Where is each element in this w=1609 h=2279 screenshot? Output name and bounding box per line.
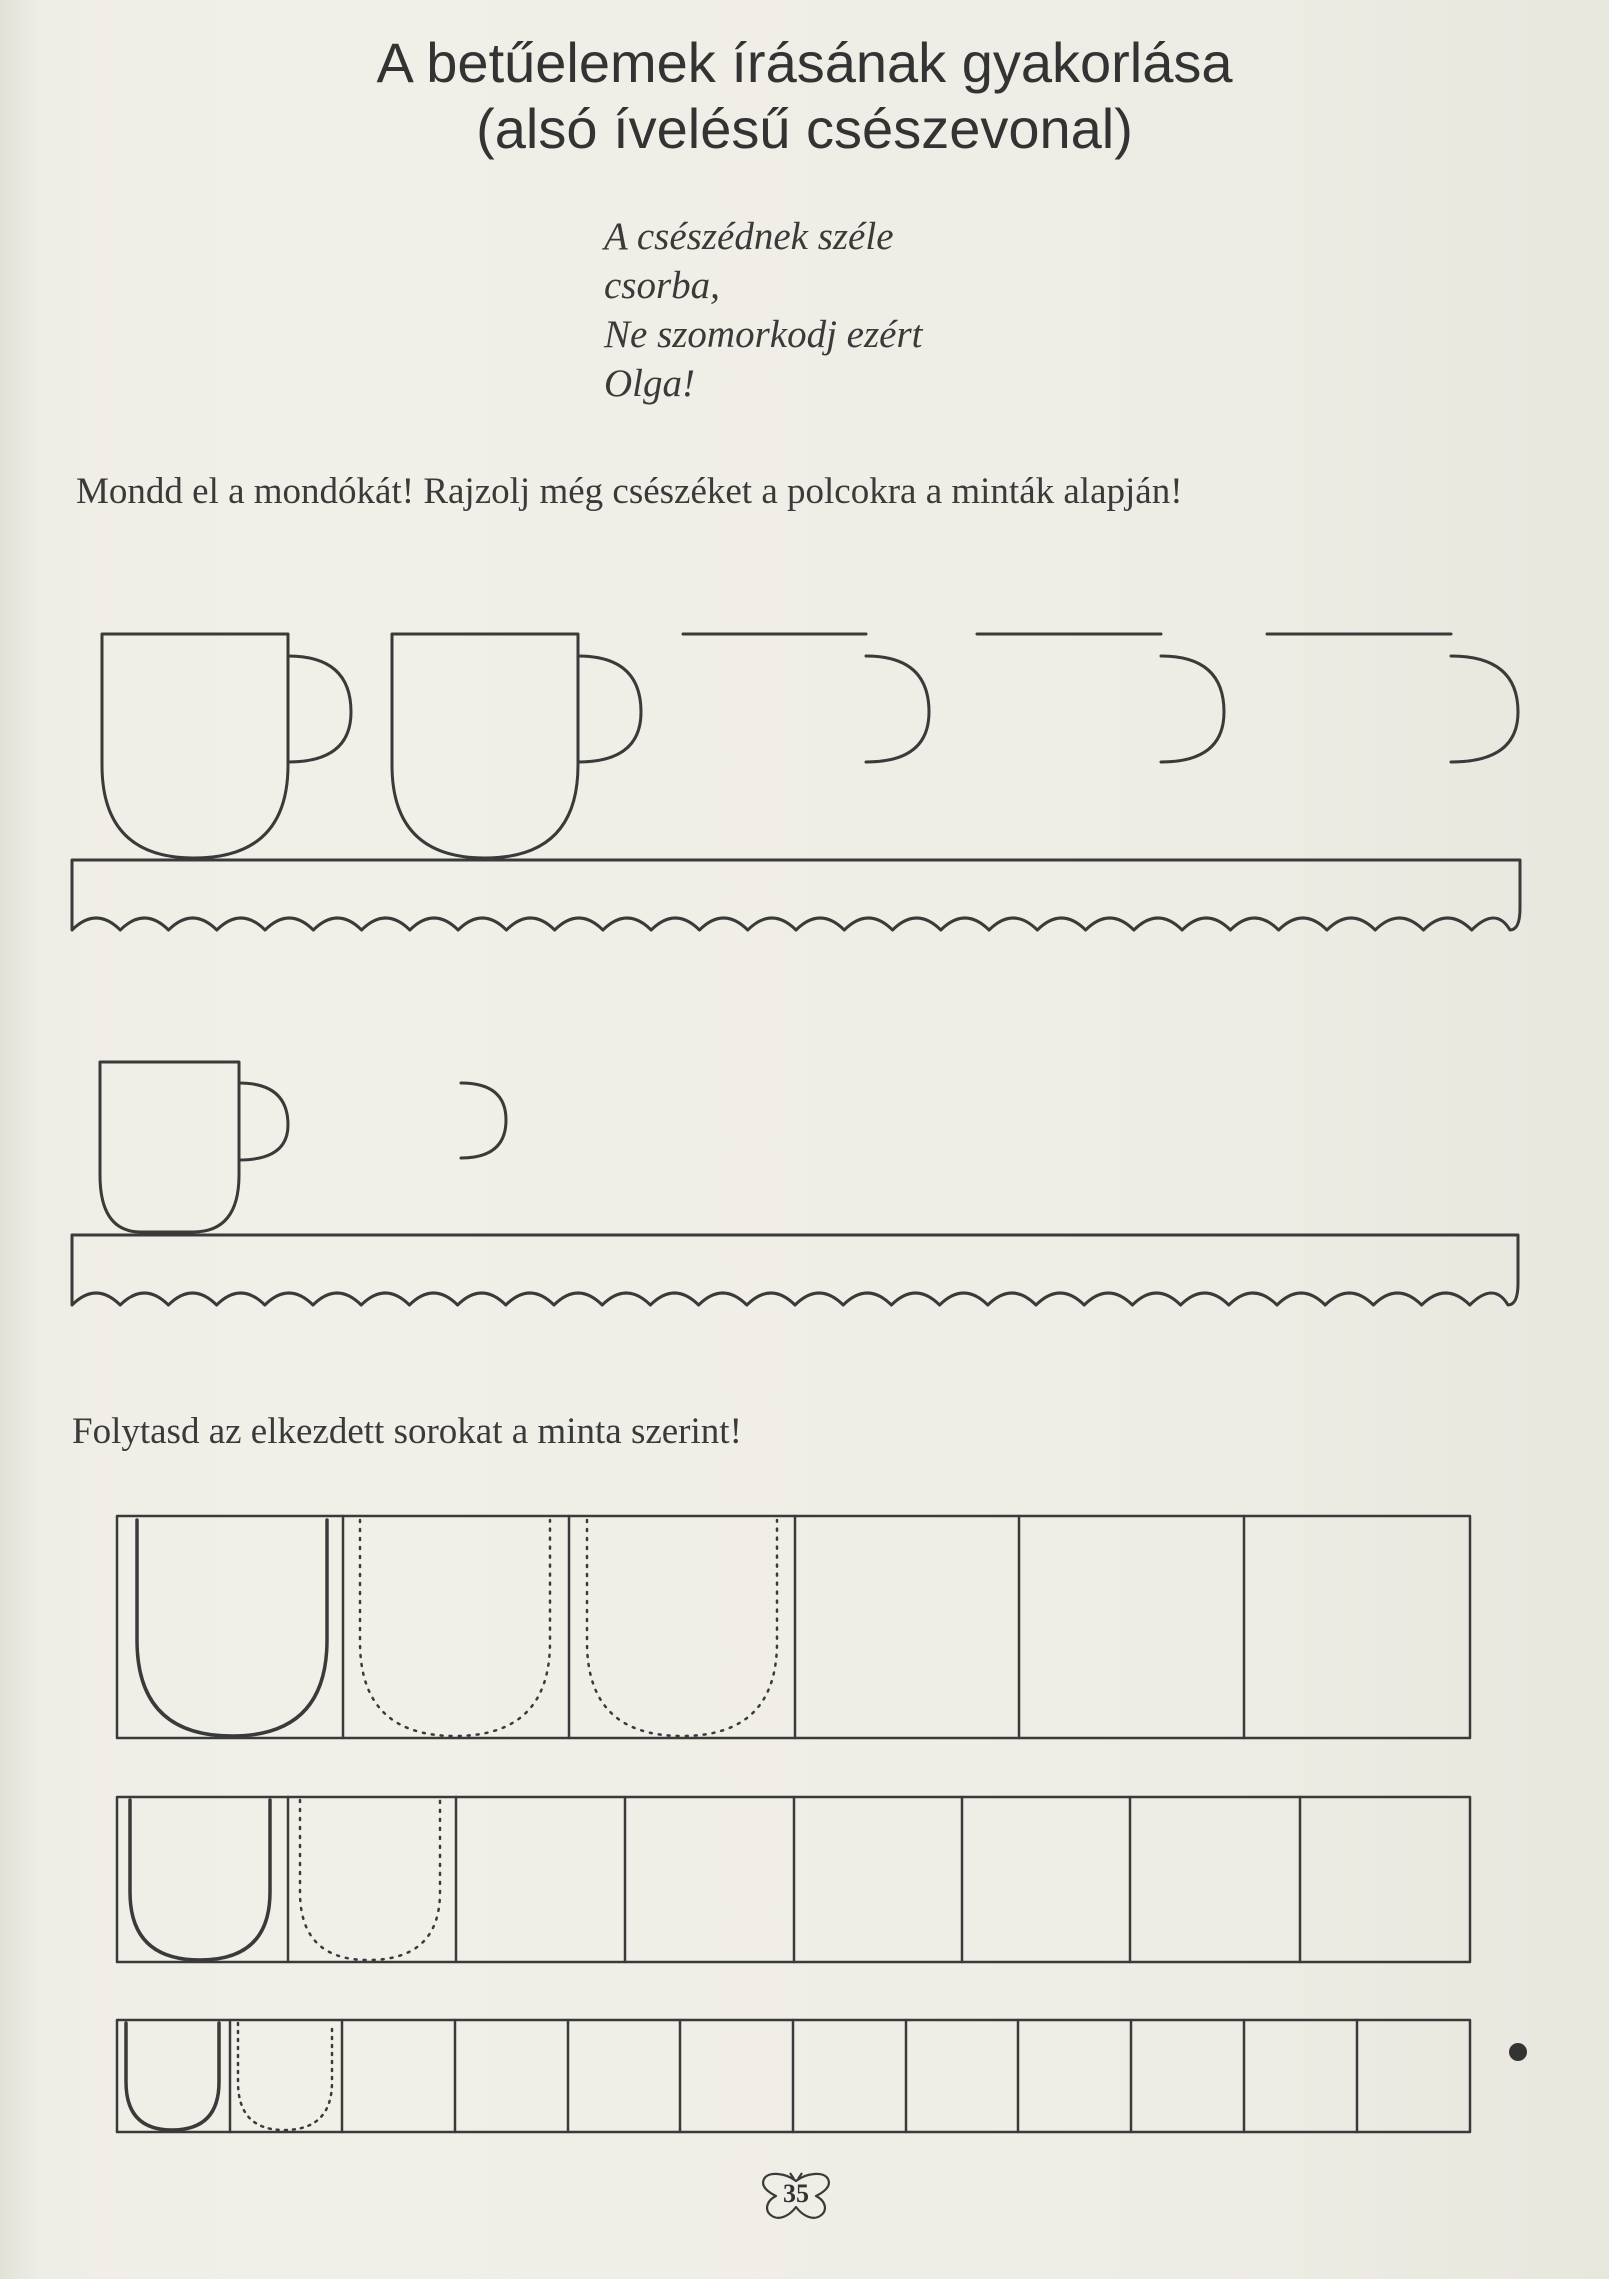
page-number-badge xyxy=(756,2171,836,2221)
title-line-1: A betűelemek írásának gyakorlása xyxy=(376,31,1233,94)
instruction-shelves: Mondd el a mondókát! Rajzolj még csészéket a polcokra a minták alapján! xyxy=(76,471,1183,512)
dotted-guide[interactable] xyxy=(300,1800,440,1960)
solid-cup-line xyxy=(130,1800,270,1960)
example-cup xyxy=(392,634,641,858)
cup-to-complete[interactable] xyxy=(977,634,1224,762)
rhyme-line: csorba, xyxy=(604,264,720,307)
example-cup xyxy=(102,634,351,858)
rhyme-line: Ne szomorkodj ezért xyxy=(604,313,923,356)
ink-spot xyxy=(1509,2043,1527,2061)
dotted-guide[interactable] xyxy=(238,2023,332,2130)
dotted-guide[interactable] xyxy=(587,1520,777,1736)
solid-cup-line xyxy=(126,2023,219,2130)
instruction-rows: Folytasd az elkezdett sorokat a minta szerint! xyxy=(72,1411,742,1452)
writing-row-1 xyxy=(117,1516,1470,1738)
example-cup xyxy=(100,1062,288,1232)
cup-to-complete[interactable] xyxy=(683,634,929,762)
cup-to-complete[interactable] xyxy=(461,1083,506,1158)
writing-row-3 xyxy=(117,2020,1470,2132)
dotted-guide[interactable] xyxy=(360,1520,550,1736)
page-number: 35 xyxy=(783,2179,809,2208)
shelf-small xyxy=(72,1235,1518,1305)
cup-to-complete[interactable] xyxy=(1267,634,1518,762)
title-line-2: (alsó ívelésű csészevonal) xyxy=(476,97,1133,160)
rhyme-line: Olga! xyxy=(604,362,695,405)
solid-cup-line xyxy=(137,1520,327,1736)
rhyme-line: A csészédnek széle xyxy=(604,215,894,258)
shelf-large xyxy=(72,860,1520,930)
writing-row-2 xyxy=(117,1797,1470,1962)
